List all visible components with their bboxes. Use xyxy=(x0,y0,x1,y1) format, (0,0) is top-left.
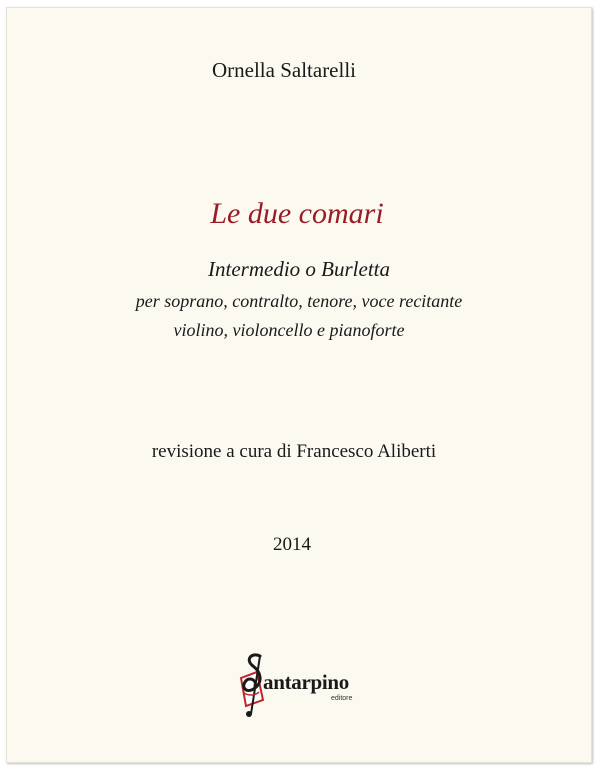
work-title: Le due comari xyxy=(210,197,384,230)
publisher-logo xyxy=(233,648,373,720)
author-name: Ornella Saltarelli xyxy=(211,58,357,82)
publisher-tagline: editore xyxy=(331,695,353,702)
publication-year: 2014 xyxy=(273,534,311,555)
instrumentation-line-2: violino, violoncello e pianoforte xyxy=(173,320,405,340)
revision-credit: revisione a cura di Francesco Aliberti xyxy=(151,441,437,462)
instrumentation-line-1: per soprano, contralto, tenore, voce recitante xyxy=(135,291,463,311)
book-cover xyxy=(6,7,592,763)
publisher-name: antarpino xyxy=(263,670,349,694)
work-subtitle: Intermedio o Burletta xyxy=(208,257,390,281)
